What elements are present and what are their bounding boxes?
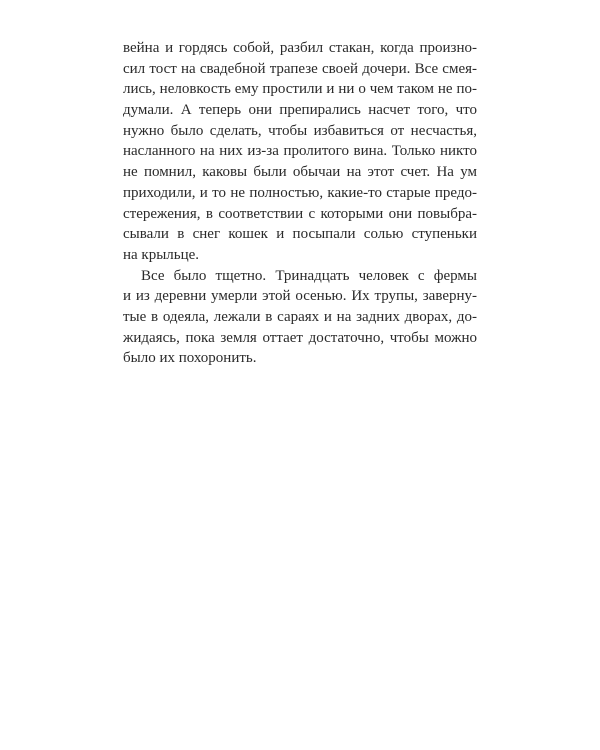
text-line: на крыльце. [123,246,200,263]
text-line: тые в одеяла, лежали в сараях и на задних дворах, до- [123,308,477,325]
text-line: было их похоронить. [123,350,257,367]
text-line: Все было тщетно. Тринадцать человек с фермы [141,267,477,284]
text-line: лись, неловкость ему простили и ни о чем таком не по- [123,81,477,98]
text-line: и из деревни умерли этой осенью. Их трупы, заверну- [123,288,477,305]
text-line: нужно было сделать, чтобы избавиться от несчастья, [123,122,477,139]
text-line: приходили, и то не полностью, какие-то старые предо- [123,184,477,201]
text-line: думали. А теперь они препирались насчет того, что [123,102,477,119]
text-line: насланного на них из-за пролитого вина. Только никто [123,143,477,160]
text-line: вейна и гордясь собой, разбил стакан, когда произно- [123,40,477,56]
text-line: стережения, в соответствии с которыми они повыбра- [123,205,477,222]
paragraph-2 [123,266,477,369]
paragraph-1 [123,38,477,266]
text-line: жидаясь, пока земля оттает достаточно, чтобы можно [123,329,477,346]
text-line: не помнил, каковы были обычаи на этот счет. На ум [123,164,477,181]
text-line: сил тост на свадебной трапезе своей дочери. Все смея- [123,60,477,77]
text-line: сывали в снег кошек и посыпали солью ступеньки [123,226,477,243]
page-text [123,38,477,369]
